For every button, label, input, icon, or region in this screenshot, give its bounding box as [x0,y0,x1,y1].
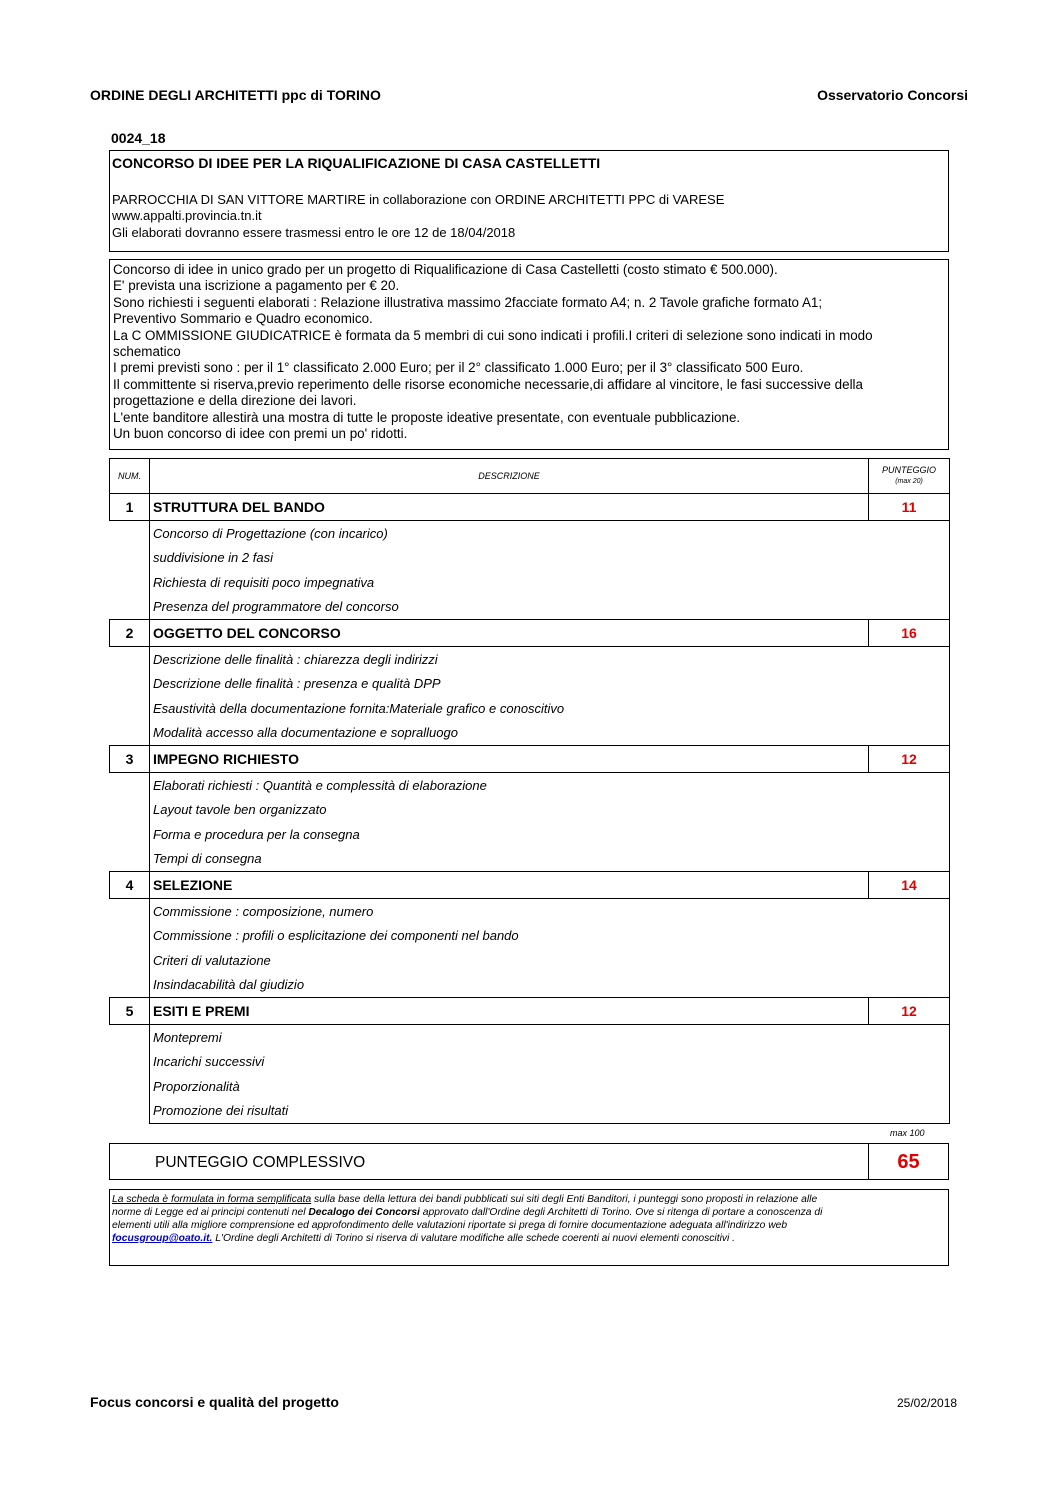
criterion-text: Elaborati richiesti : Quantità e complessità di elaborazione [150,773,950,798]
description-line: I premi previsti sono : per il 1° classificato 2.000 Euro; per il 2° classificato 1.000 Euro; per il 3° classificato 500 Euro. [113,360,804,376]
competition-title: CONCORSO DI IDEE PER LA RIQUALIFICAZIONE DI CASA CASTELLETTI [112,155,601,171]
criterion-row [110,647,950,672]
category-number: 5 [110,998,150,1025]
category-name: IMPEGNO RICHIESTO [150,746,869,773]
criterion-text: Modalità accesso alla documentazione e sopralluogo [150,721,950,746]
website: www.appalti.provincia.tn.it [112,208,262,223]
empty-cell [110,696,150,721]
criterion-row [110,1099,950,1124]
note-line-2: norme di Legge ed ai principi contenuti nel [112,1207,309,1218]
criterion-row [110,798,950,823]
empty-cell [110,570,150,595]
category-name: SELEZIONE [150,872,869,899]
description-line: progettazione e della direzione dei lavori. [113,393,357,409]
category-row [110,746,950,773]
description-box [109,259,949,450]
criterion-text: Presenza del programmatore del concorso [150,595,950,620]
score-table [109,458,950,1124]
criterion-text: Criteri di valutazione [150,948,950,973]
col-desc-header: DESCRIZIONE [150,459,869,494]
category-name: ESITI E PREMI [150,998,869,1025]
criterion-text: Proporzionalità [150,1074,950,1099]
criterion-text: Descrizione delle finalità : chiarezza degli indirizzi [150,647,950,672]
decalogo-text: Decalogo dei Concorsi [308,1207,420,1218]
criterion-row [110,595,950,620]
empty-cell [110,773,150,798]
category-row [110,620,950,647]
description-line: L'ente banditore allestirà una mostra di tutte le proposte ideative presentate, con eventuale pubblicazione. [113,409,741,425]
header-right: Osservatorio Concorsi [817,87,968,103]
criterion-row [110,1074,950,1099]
empty-cell [110,672,150,697]
note-line-4: L'Ordine degli Architetti di Torino si riserva di valutare modifiche alle schede coerenti ai nuovi elementi conoscitivi . [212,1233,736,1244]
criterion-text: Promozione dei risultati [150,1099,950,1124]
col-num-header: NUM. [110,459,150,494]
criterion-text: Insindacabilità dal giudizio [150,973,950,998]
empty-cell [110,1074,150,1099]
criterion-text: Concorso di Progettazione (con incarico) [150,521,950,546]
title-box [109,150,949,252]
category-score: 12 [869,998,950,1025]
criterion-text: Forma e procedura per la consegna [150,822,950,847]
deadline: Gli elaborati dovranno essere trasmessi entro le ore 12 de 18/04/2018 [112,225,516,240]
category-score: 12 [869,746,950,773]
total-label: PUNTEGGIO COMPLESSIVO [155,1154,366,1171]
header-left: ORDINE DEGLI ARCHITETTI ppc di TORINO [90,87,381,103]
note-line-3: elementi utili alla migliore comprensione ed approfondimento delle valutazioni riportate si prega di fornire documentazione adeguata all'indirizzo web [112,1220,788,1231]
footer-date: 25/02/2018 [897,1396,958,1410]
empty-cell [110,546,150,571]
empty-cell [110,899,150,924]
note-line-1: sulla base della lettura dei bandi pubblicati sui siti degli Enti Banditori, i punteggi sono proposti in relazione alle [311,1194,818,1205]
description-line: Un buon concorso di idee con premi un po' ridotti. [113,426,408,442]
competition-code: 0024_18 [111,130,166,146]
category-score: 14 [869,872,950,899]
criterion-text: Commissione : profili o esplicitazione dei componenti nel bando [150,924,950,949]
col-score-header: PUNTEGGIO (max 20) [869,459,950,494]
note-line-2b: approvato dall'Ordine degli Architetti di Torino. Ove si ritenga di portare a conoscenza di [419,1207,823,1218]
category-score: 16 [869,620,950,647]
description-line: Preventivo Sommario e Quadro economico. [113,311,373,327]
email-link[interactable]: focusgroup@oato.it. [112,1233,213,1244]
total-score: 65 [868,1143,949,1180]
empty-cell [110,973,150,998]
criterion-text: Richiesta di requisiti poco impegnativa [150,570,950,595]
category-name: OGGETTO DEL CONCORSO [150,620,869,647]
criterion-row [110,1050,950,1075]
criterion-row [110,570,950,595]
category-row [110,872,950,899]
empty-cell [110,721,150,746]
empty-cell [110,822,150,847]
criterion-row [110,773,950,798]
criterion-row [110,546,950,571]
criterion-row [110,672,950,697]
max-score-label: max 100 [890,1128,925,1138]
description-line: E' prevista una iscrizione a pagamento per € 20. [113,278,400,294]
criterion-row [110,948,950,973]
empty-cell [110,847,150,872]
category-number: 2 [110,620,150,647]
criterion-row [110,924,950,949]
category-name: STRUTTURA DEL BANDO [150,494,869,521]
description-line: schematico [113,344,181,360]
category-number: 3 [110,746,150,773]
criterion-row [110,847,950,872]
category-score: 11 [869,494,950,521]
category-row [110,494,950,521]
criterion-row [110,521,950,546]
criterion-text: Incarichi successivi [150,1050,950,1075]
criterion-row [110,899,950,924]
note-underlined: La scheda è formulata in forma semplificata [112,1194,312,1205]
criterion-text: Esaustività della documentazione fornita:Materiale grafico e conoscitivo [150,696,950,721]
criterion-text: Descrizione delle finalità : presenza e qualità DPP [150,672,950,697]
criterion-text: Tempi di consegna [150,847,950,872]
footer-left: Focus concorsi e qualità del progetto [90,1394,339,1410]
empty-cell [110,798,150,823]
promoter: PARROCCHIA DI SAN VITTORE MARTIRE in collaborazione con ORDINE ARCHITETTI PPC di VARESE [112,192,725,207]
empty-cell [110,924,150,949]
note-box [109,1189,949,1266]
empty-cell [110,595,150,620]
category-number: 1 [110,494,150,521]
description-line: Sono richiesti i seguenti elaborati : Relazione illustrativa massimo 2facciate formato A4; n. 2 Tavole grafiche formato A1; [113,294,823,310]
criterion-text: Montepremi [150,1025,950,1050]
criterion-row [110,1025,950,1050]
criterion-text: Layout tavole ben organizzato [150,798,950,823]
criterion-text: suddivisione in 2 fasi [150,546,950,571]
criterion-row [110,973,950,998]
category-number: 4 [110,872,150,899]
criterion-row [110,822,950,847]
description-line: Il committente si riserva,previo reperimento delle risorse economiche necessarie,di affidare al vincitore, le fasi successive della [113,376,863,392]
empty-cell [110,647,150,672]
empty-cell [110,948,150,973]
description-line: Concorso di idee in unico grado per un progetto di Riqualificazione di Casa Castelletti (costo stimato € 500.000). [113,262,778,277]
empty-cell [110,1050,150,1075]
empty-cell [110,1025,150,1050]
criterion-text: Commissione : composizione, numero [150,899,950,924]
empty-cell [110,521,150,546]
empty-cell [110,1099,150,1124]
total-label-box [109,1143,869,1180]
criterion-row [110,721,950,746]
criterion-row [110,696,950,721]
category-row [110,998,950,1025]
description-line: La C OMMISSIONE GIUDICATRICE è formata da 5 membri di cui sono indicati i profili.I criteri di selezione sono indicati in modo [113,327,873,343]
